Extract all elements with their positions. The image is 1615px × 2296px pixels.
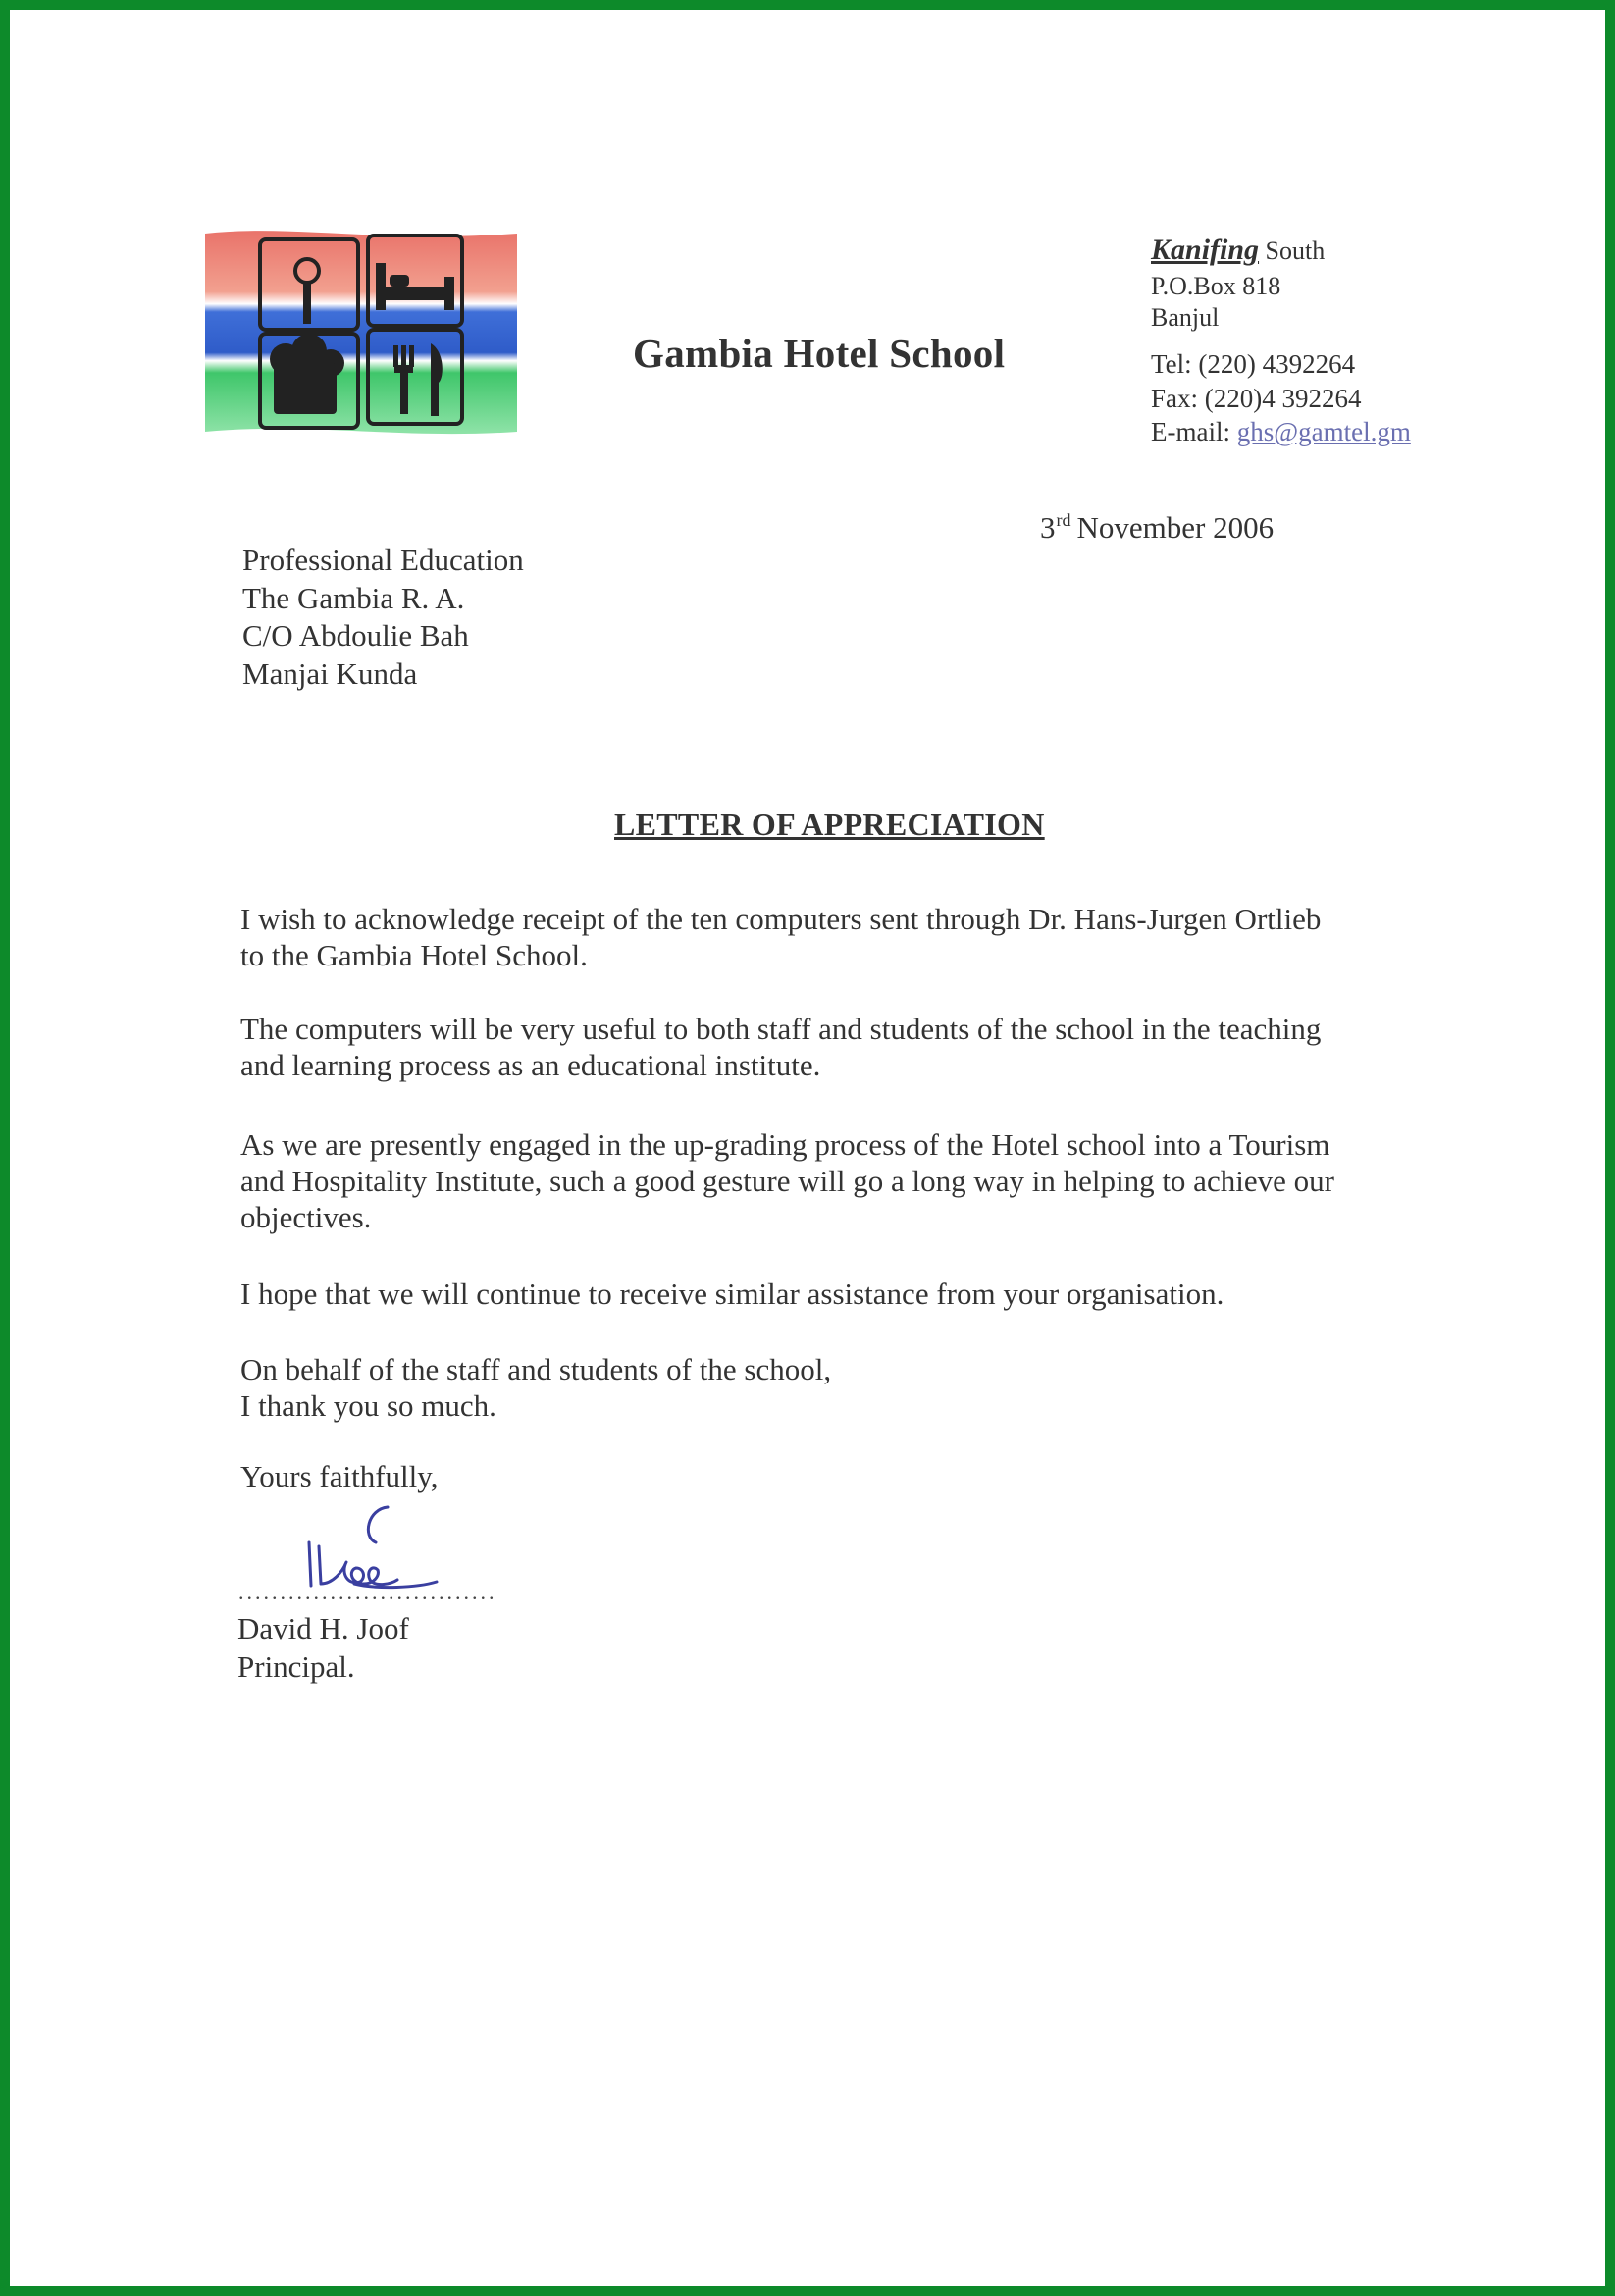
signer-title: Principal. xyxy=(237,1649,355,1684)
paragraph-line: to the Gambia Hotel School. xyxy=(240,938,588,972)
date-suffix: rd xyxy=(1056,510,1071,530)
address-town-name: Kanifing xyxy=(1151,234,1260,266)
paragraph-line: The computers will be very useful to both staff and students of the school in the teaching xyxy=(240,1012,1322,1046)
letter-heading: LETTER OF APPRECIATION xyxy=(614,807,1045,842)
address-po-box: P.O.Box 818 xyxy=(1151,272,1281,300)
recipient-line: Professional Education xyxy=(242,543,524,577)
school-logo xyxy=(203,230,519,438)
paragraph-line: I thank you so much. xyxy=(240,1388,496,1423)
signer-name: David H. Joof xyxy=(237,1611,409,1645)
paragraph-line: As we are presently engaged in the up-grading process of the Hotel school into a Tourism xyxy=(240,1127,1330,1162)
closing-text: Yours faithfully, xyxy=(240,1459,439,1493)
closing xyxy=(240,1458,1452,1494)
email-label: E-mail: xyxy=(1151,417,1237,446)
paragraph-1 xyxy=(240,901,1452,973)
recipient-line: Manjai Kunda xyxy=(242,655,418,691)
address-town-suffix: South xyxy=(1259,236,1326,265)
recipient-line: C/O Abdoulie Bah xyxy=(242,618,469,652)
paragraph-2 xyxy=(240,1011,1452,1083)
recipient-line: The Gambia R. A. xyxy=(242,580,465,615)
address-tel: Tel: (220) 4392264 xyxy=(1151,349,1356,379)
address-fax: Fax: (220)4 392264 xyxy=(1151,384,1362,413)
address-email xyxy=(1151,419,1411,445)
paragraph-line: objectives. xyxy=(240,1200,372,1234)
paragraph-3 xyxy=(240,1126,1452,1235)
address-town xyxy=(1151,235,1325,265)
signature-line: ............................... xyxy=(238,1580,497,1604)
paragraph-4 xyxy=(240,1276,1452,1312)
address-city: Banjul xyxy=(1151,303,1220,332)
paragraph-line: and learning process as an educational institute. xyxy=(240,1048,821,1082)
recipient-address xyxy=(242,542,524,693)
school-name: Gambia Hotel School xyxy=(633,331,1006,376)
paragraph-line: I hope that we will continue to receive similar assistance from your organisation. xyxy=(240,1277,1224,1311)
date-day: 3 xyxy=(1040,510,1056,545)
email-link[interactable]: ghs@gamtel.gm xyxy=(1236,417,1411,446)
paragraph-line: I wish to acknowledge receipt of the ten computers sent through Dr. Hans-Jurgen Ortlieb xyxy=(240,902,1322,936)
paragraph-line: On behalf of the staff and students of the school, xyxy=(240,1352,832,1386)
letter-date xyxy=(1040,510,1274,546)
paragraph-5 xyxy=(240,1351,1452,1424)
date-rest: November 2006 xyxy=(1076,510,1275,545)
signer-block xyxy=(237,1609,409,1686)
paragraph-line: and Hospitality Institute, such a good gesture will go a long way in helping to achieve our xyxy=(240,1164,1334,1198)
